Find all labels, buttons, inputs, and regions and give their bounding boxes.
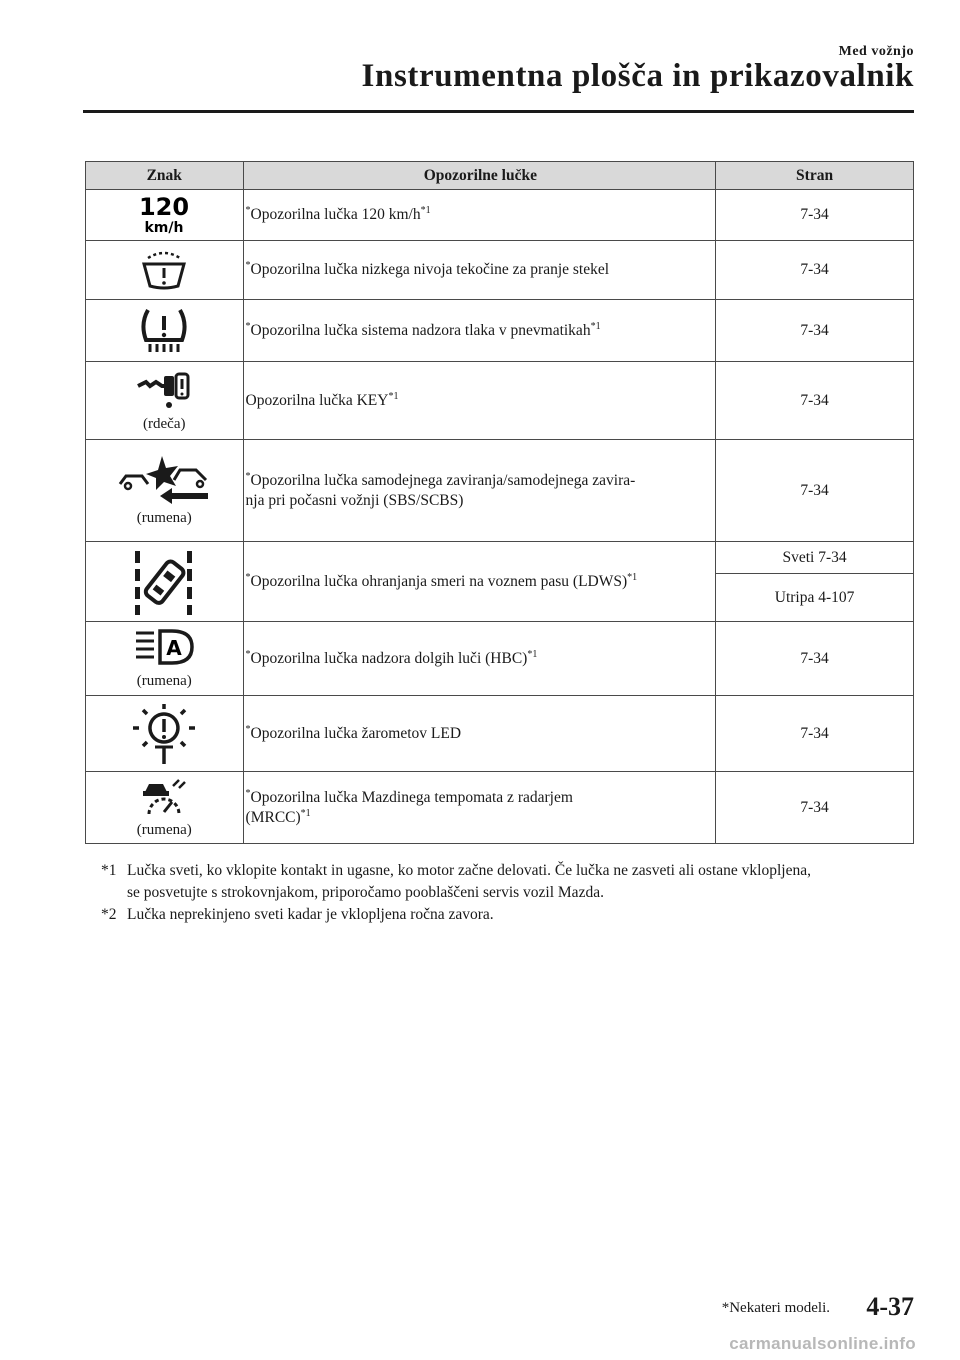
washer-fluid-icon — [138, 248, 190, 292]
table-header-row — [86, 162, 914, 190]
lamp-description: *Opozorilna lučka Mazdinega tempomata z radarjem (MRCC)$^{*1}$ — [243, 772, 716, 844]
lane-departure-icon — [131, 547, 197, 617]
column-header-sign: Znak — [86, 162, 244, 190]
high-beam-control-icon — [132, 627, 196, 667]
table-row — [86, 622, 914, 696]
table-row — [86, 241, 914, 300]
key-warning-icon — [136, 368, 192, 410]
column-header-lamps: Opozorilne lučke — [243, 162, 716, 190]
collision-brake-icon — [116, 454, 212, 504]
page-reference: 7-34 — [716, 696, 914, 772]
page-reference: 7-34 — [716, 190, 914, 241]
footnote — [101, 860, 916, 904]
page-reference-flash: Utripa 4-107 — [716, 574, 914, 622]
lamp-description: *Opozorilna lučka ohranjanja smeri na voznem pasu (LDWS)$^{*1}$ — [243, 542, 716, 622]
table-row — [86, 696, 914, 772]
sign-cell — [86, 542, 244, 622]
page-reference: 7-34 — [716, 772, 914, 844]
lamp-color-note: (rumena) — [136, 673, 192, 689]
footnote-text: Lučka sveti, ko vklopite kontakt in ugasne, ko motor začne delovati. Če lučka ne zasveti ali ostane vklopljena, se posvetujte s strokovnjakom, priporočamo pooblaščeni servis vozil Mazda. — [127, 862, 811, 901]
lamp-color-note: (rumena) — [136, 822, 192, 838]
column-header-page: Stran — [716, 162, 914, 190]
lamp-color-note: (rdeča) — [143, 416, 186, 432]
table-row — [86, 190, 914, 241]
lamp-description: *Opozorilna lučka 120 $km/h^{*1}$ — [243, 190, 716, 241]
warning-lamps-table — [85, 161, 914, 844]
footnote-mark: *1 — [101, 862, 117, 879]
footer-note: *Nekateri modeli. — [721, 1300, 830, 1316]
sign-cell — [86, 622, 244, 696]
sign-cell — [86, 440, 244, 542]
sign-cell — [86, 190, 244, 241]
sign-cell — [86, 772, 244, 844]
radar-cruise-icon — [139, 776, 189, 816]
page-reference: 7-34 — [716, 241, 914, 300]
watermark: carmanualsonline.info — [729, 1334, 916, 1353]
page-reference-on: Sveti 7-34 — [716, 542, 914, 574]
section-label: Med vožnjo — [838, 44, 914, 59]
table-row — [86, 542, 914, 574]
lamp-description: *Opozorilna lučka žarometov LED — [243, 696, 716, 772]
page-title: Instrumentna plošča in prikazovalnik — [361, 58, 914, 94]
sign-cell — [86, 300, 244, 362]
page-reference: 7-34 — [716, 440, 914, 542]
title-rule — [83, 110, 914, 113]
lamp-color-note: (rumena) — [136, 510, 192, 526]
footnote — [101, 904, 916, 926]
lamp-description: *Opozorilna lučka nizkega nivoja tekočine za pranje stekel — [243, 241, 716, 300]
svg-text:km/h: km/h — [144, 220, 184, 236]
led-headlight-icon — [129, 702, 199, 766]
footnotes — [101, 860, 916, 926]
sign-cell — [86, 696, 244, 772]
table-row — [86, 362, 914, 440]
page-reference: 7-34 — [716, 300, 914, 362]
footnote-mark: *2 — [101, 906, 117, 923]
tire-pressure-icon — [138, 306, 190, 356]
lamp-description: *Opozorilna lučka nadzora dolgih luči (HBC)$^{*1}$ — [243, 622, 716, 696]
footnote-text: Lučka neprekinjeno sveti kadar je vklopljena ročna zavora. — [127, 906, 494, 923]
table-row — [86, 300, 914, 362]
lamp-description: *Opozorilna lučka sistema nadzora tlaka v pnevmatikah$^{*1}$ — [243, 300, 716, 362]
table-row — [86, 440, 914, 542]
speed-120-kmh-icon — [139, 193, 189, 237]
page-number: 4-37 — [866, 1292, 914, 1321]
table-row — [86, 772, 914, 844]
page-reference: 7-34 — [716, 362, 914, 440]
svg-text:A: A — [166, 636, 183, 660]
sign-cell — [86, 241, 244, 300]
svg-text:120: 120 — [139, 193, 190, 221]
page-reference: 7-34 — [716, 622, 914, 696]
sign-cell — [86, 362, 244, 440]
lamp-description: *Opozorilna lučka samodejnega zaviranja/samodejnega zavira- nja pri počasni vožnji (SBS/SCBS) — [243, 440, 716, 542]
lamp-description: Opozorilna lučka KEY$^{*1}$ — [243, 362, 716, 440]
